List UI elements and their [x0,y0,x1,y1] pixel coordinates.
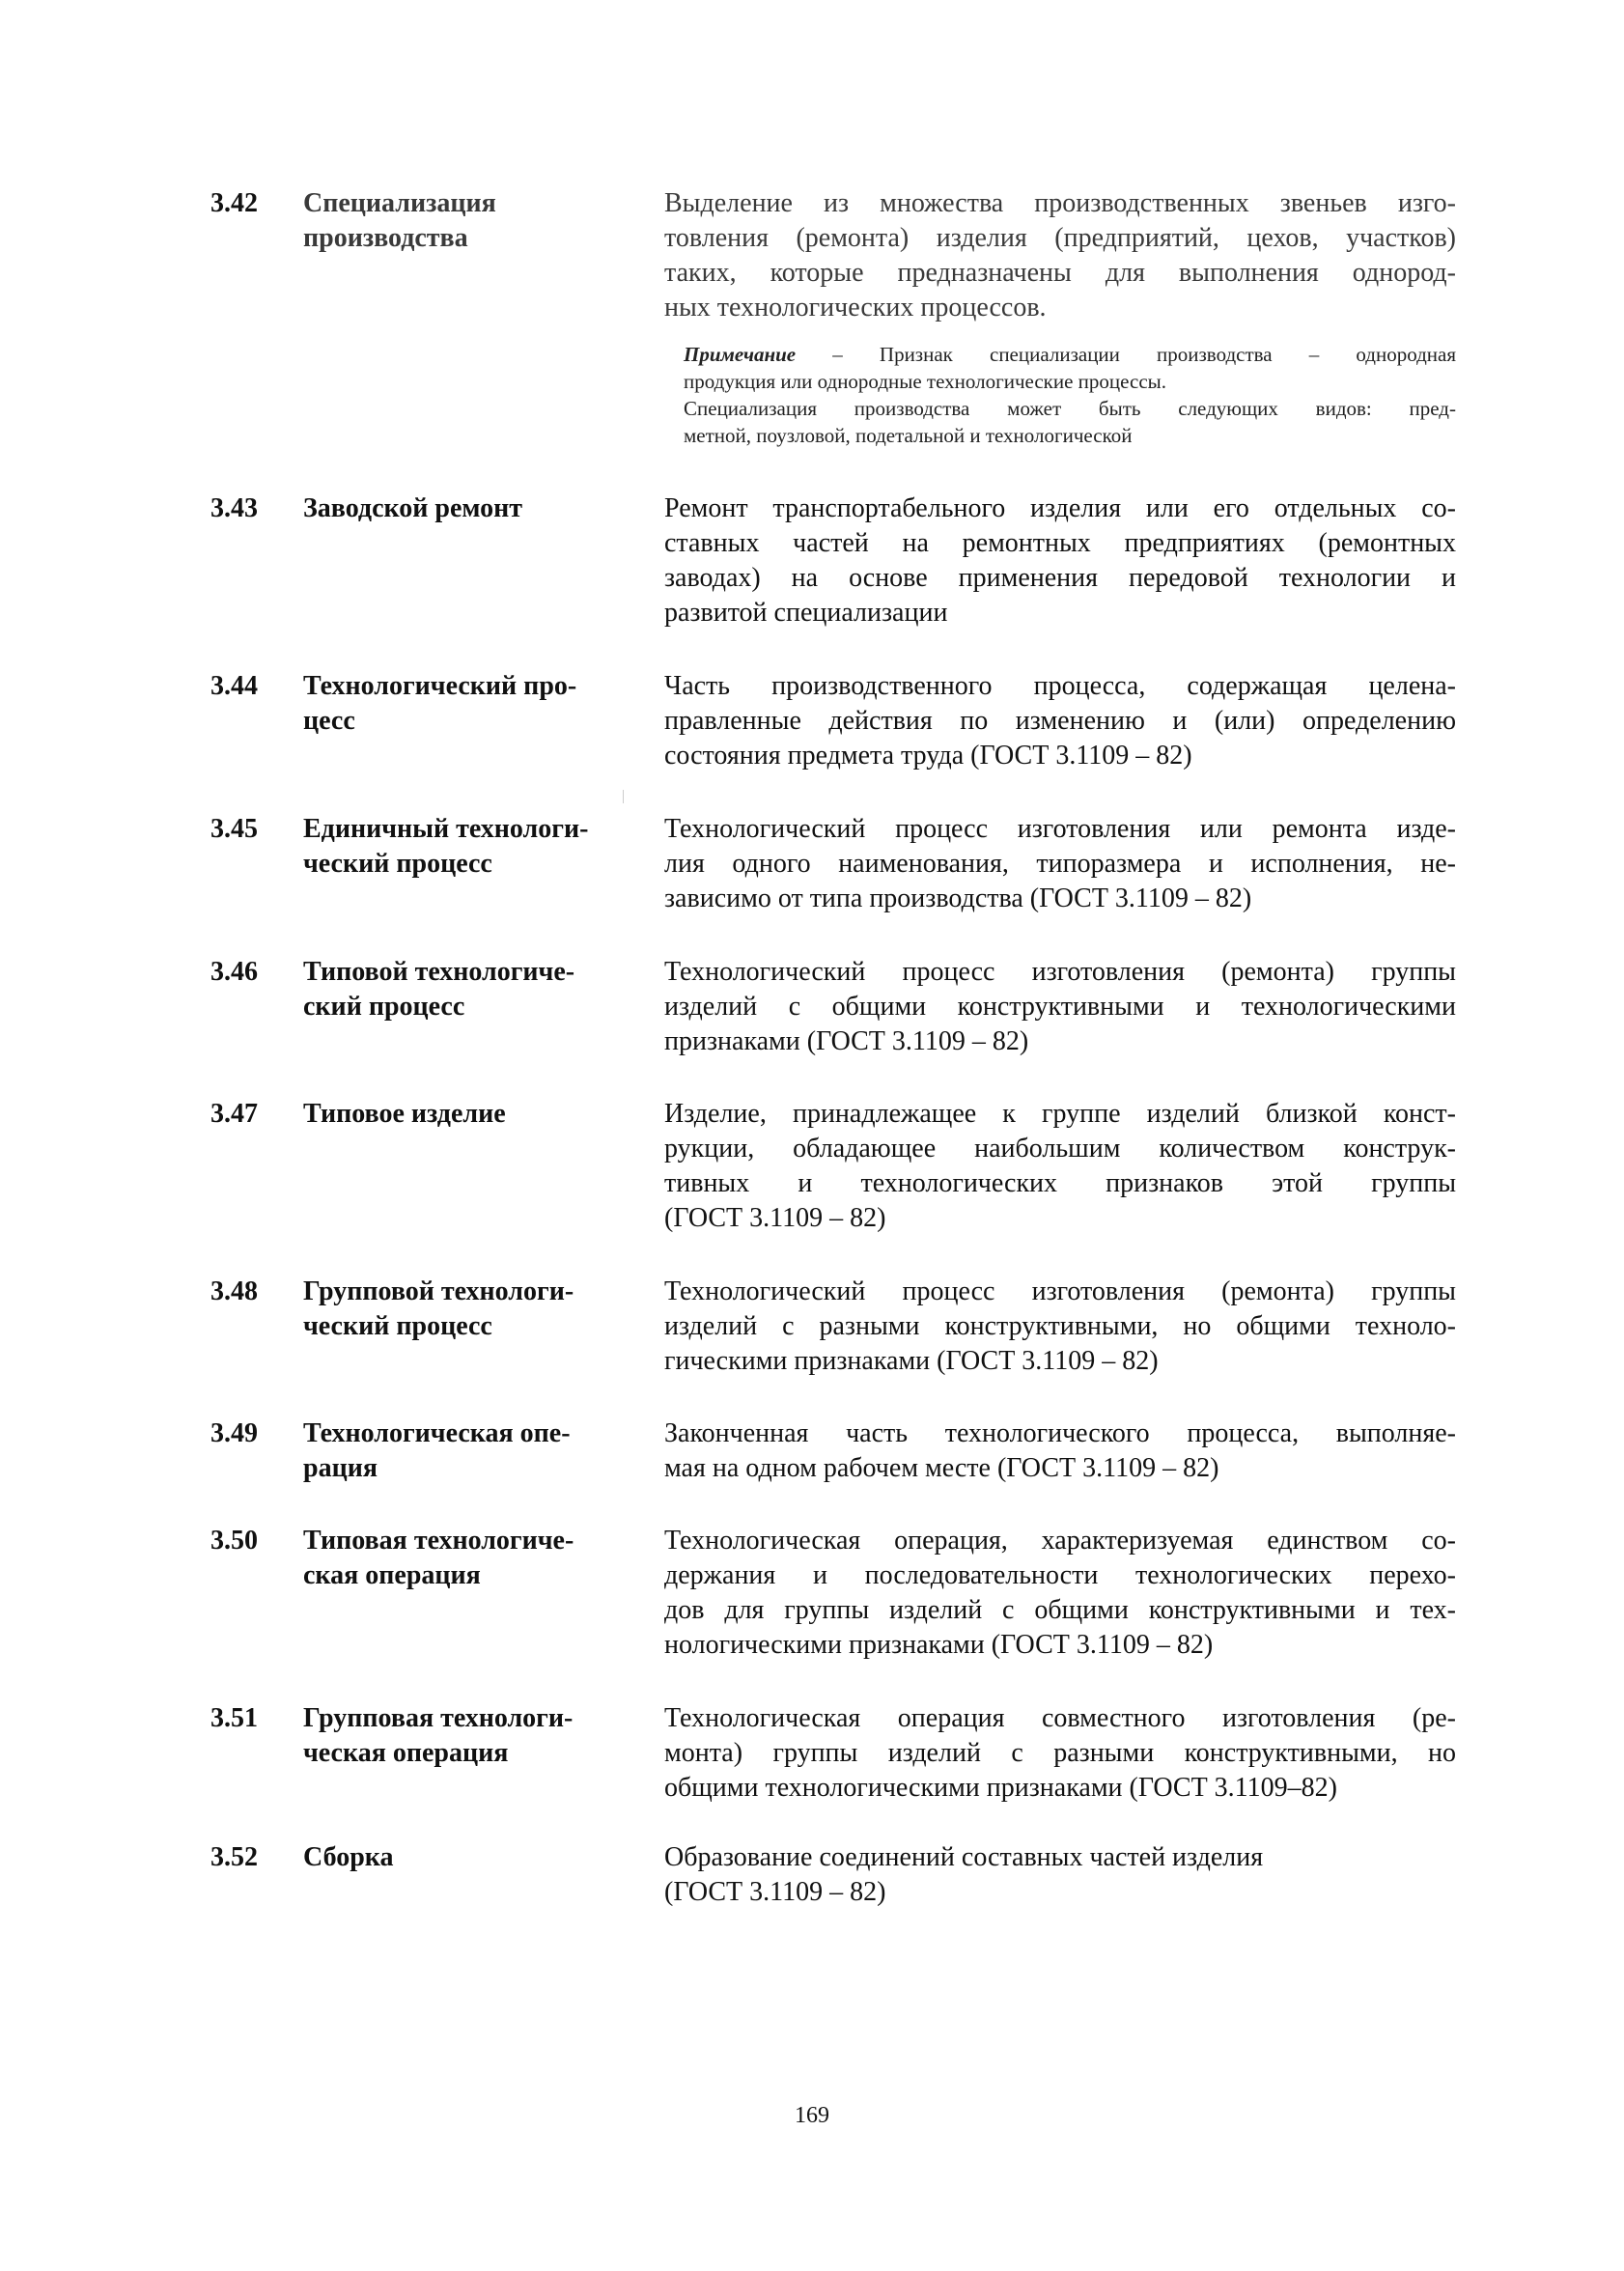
note-label: Примечание [684,343,797,366]
definition-line: гическими признаками (ГОСТ 3.1109 – 82) [664,1346,1159,1376]
definition-line: дов для группы изделий с общими конструктивными и тех- [664,1595,1456,1625]
definition-line: (ГОСТ 3.1109 – 82) [664,1877,886,1907]
term-line: производства [303,223,468,253]
entry-term [303,955,631,1024]
term-line: Типовое изделие [303,1099,506,1129]
definition-line: Законченная часть технологического процесса, выполняе- [664,1418,1456,1448]
entry-number: 3.43 [210,493,258,523]
term-line: цесс [303,706,355,736]
definition-line: правленные действия по изменению и (или) определению [664,706,1456,736]
entry-number: 3.48 [210,1276,258,1306]
entry-number: 3.46 [210,957,258,987]
term-line: ческий процесс [303,1311,492,1341]
term-line: Групповая технологи- [303,1703,574,1733]
note-line: Специализация производства может быть следующих видов: пред- [684,397,1456,420]
definition-line: изделий с общими конструктивными и технологическими [664,992,1456,1022]
definition-line: Часть производственного процесса, содержащая целена- [664,671,1456,701]
entry-definition [664,1524,1456,1663]
term-line: ская операция [303,1560,481,1590]
term-line: Типовой технологиче- [303,957,575,987]
definition-line: развитой специализации [664,598,948,628]
entry-term [303,1097,631,1132]
entry-term [303,1416,631,1486]
definition-line: товления (ремонта) изделия (предприятий, цехов, участков) [664,223,1456,253]
page-number: 169 [795,2103,829,2128]
definition-line: монта) группы изделий с разными конструктивными, но [664,1738,1456,1768]
definition-line: нологическими признаками (ГОСТ 3.1109 – 82) [664,1630,1214,1660]
entry-definition [664,1840,1456,1910]
definition-line: изделий с разными конструктивными, но общими техноло- [664,1311,1456,1341]
entry-number: 3.51 [210,1703,258,1733]
term-line: Технологическая опе- [303,1418,571,1448]
term-line: Сборка [303,1842,394,1872]
entry-definition [664,1416,1456,1486]
definition-line: Технологическая операция, характеризуемая единством со- [664,1526,1456,1556]
entry-term [303,812,631,882]
entry-term [303,1524,631,1593]
definition-line: (ГОСТ 3.1109 – 82) [664,1203,886,1233]
entry-definition [664,669,1456,773]
entry-number: 3.42 [210,188,258,218]
definition-line: общими технологическими признаками (ГОСТ 3.1109–82) [664,1773,1337,1803]
definition-line: мая на одном рабочем месте (ГОСТ 3.1109 – 82) [664,1453,1219,1483]
term-line: ческий процесс [303,849,492,879]
entry-definition [664,186,1456,325]
term-line: ский процесс [303,992,465,1022]
entry-definition [664,955,1456,1059]
entry-number: 3.44 [210,671,258,701]
definition-line: ных технологических процессов. [664,293,1047,322]
definition-line: состояния предмета труда (ГОСТ 3.1109 – 82) [664,741,1192,771]
term-line: Технологический про- [303,671,577,701]
entry-definition [664,1097,1456,1236]
entry-number: 3.47 [210,1099,258,1129]
definition-line: Изделие, принадлежащее к группе изделий близкой конст- [664,1099,1456,1129]
entry-note [684,341,1456,449]
note-line [684,341,1456,368]
note-text: – Признак специализации производства – однородная [796,343,1456,366]
definition-line: заводах) на основе применения передовой технологии и [664,563,1456,593]
definition-line: таких, которые предназначены для выполнения однород- [664,258,1456,288]
definition-line: Выделение из множества производственных звеньев изго- [664,188,1456,218]
definition-line: признаками (ГОСТ 3.1109 – 82) [664,1026,1029,1056]
entry-number: 3.45 [210,814,258,844]
entry-number: 3.49 [210,1418,258,1448]
definition-line: зависимо от типа производства (ГОСТ 3.1109 – 82) [664,883,1252,913]
scan-mark [623,790,624,803]
note-line: продукция или однородные технологические процессы. [684,370,1167,393]
term-line: Специализация [303,188,496,218]
definition-line: рукции, обладающее наибольшим количеством конструк- [664,1134,1456,1164]
term-line: Заводской ремонт [303,493,522,523]
definition-line: держания и последовательности технологических перехо- [664,1560,1456,1590]
entry-term [303,1701,631,1771]
definition-line: лия одного наименования, типоразмера и исполнения, не- [664,849,1456,879]
definition-line: Ремонт транспортабельного изделия или его отдельных со- [664,493,1456,523]
entry-definition [664,1701,1456,1806]
entry-definition [664,812,1456,916]
entry-number: 3.52 [210,1842,258,1872]
entry-term [303,1840,631,1875]
entry-definition [664,491,1456,631]
entry-term [303,491,631,526]
definition-line: Технологическая операция совместного изготовления (ре- [664,1703,1456,1733]
entry-term [303,186,631,256]
definition-line: Образование соединений составных частей изделия [664,1842,1264,1872]
definition-line: Технологический процесс изготовления (ремонта) группы [664,957,1456,987]
definition-line: Технологический процесс изготовления или ремонта изде- [664,814,1456,844]
entry-number: 3.50 [210,1526,258,1556]
entry-definition [664,1275,1456,1379]
definition-line: тивных и технологических признаков этой группы [664,1168,1456,1198]
term-line: ческая операция [303,1738,509,1768]
definition-line: ставных частей на ремонтных предприятиях (ремонтных [664,528,1456,558]
term-line: Групповой технологи- [303,1276,574,1306]
entry-term [303,1275,631,1344]
note-line: метной, поузловой, подетальной и технологической [684,424,1133,447]
definition-line: Технологический процесс изготовления (ремонта) группы [664,1276,1456,1306]
term-line: Единичный технологи- [303,814,589,844]
term-line: рация [303,1453,378,1483]
entry-term [303,669,631,739]
term-line: Типовая технологиче- [303,1526,574,1556]
